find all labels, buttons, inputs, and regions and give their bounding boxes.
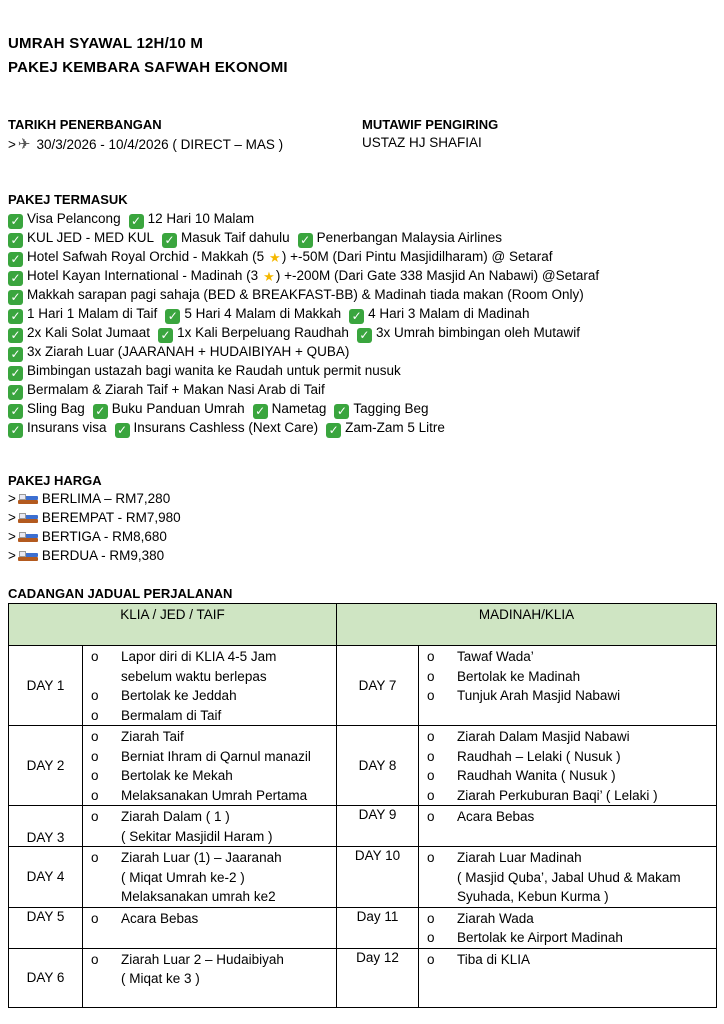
price-text: BERLIMA – RM7,280 xyxy=(41,491,171,506)
package-line xyxy=(8,420,445,438)
activity-item xyxy=(419,766,716,786)
package-text: ) +-200M (Dari Gate 338 Masjid An Nabawi) @Setaraf xyxy=(275,268,600,283)
activity-item xyxy=(83,909,336,929)
package-text: Nametag xyxy=(271,401,327,416)
day-label: DAY 6 xyxy=(9,948,83,1007)
price-prefix: > xyxy=(8,529,16,544)
bed-pillow xyxy=(19,551,26,557)
bed-icon xyxy=(18,550,38,561)
checkmark-icon: ✓ xyxy=(8,233,23,248)
activity-text: Ziarah Dalam Masjid Nabawi xyxy=(457,729,630,744)
activity-item xyxy=(83,807,336,846)
activity-text: Raudhah Wanita ( Nusuk ) xyxy=(457,768,616,783)
package-text: 3x Umrah bimbingan oleh Mutawif xyxy=(375,325,581,340)
activity-item xyxy=(83,766,336,786)
bullet-icon: o xyxy=(91,809,99,824)
activity-cell xyxy=(419,907,717,948)
day-label: DAY 4 xyxy=(9,847,83,908)
bullet-icon: o xyxy=(427,910,435,926)
activity-text: Bertolak ke Jeddah xyxy=(121,688,237,703)
bed-icon xyxy=(18,493,38,504)
schedule-row xyxy=(9,646,717,726)
package-text: Insurans visa xyxy=(27,420,107,435)
activity-item xyxy=(419,807,716,827)
checkmark-icon: ✓ xyxy=(349,309,364,324)
package-line xyxy=(8,401,428,419)
checkmark-icon: ✓ xyxy=(8,271,23,286)
price-prefix: > xyxy=(8,491,16,506)
activity-item xyxy=(83,727,336,747)
schedule-row xyxy=(9,907,717,948)
activity-text: Melaksanakan umrah ke2 xyxy=(121,889,276,904)
star-icon: ★ xyxy=(263,269,275,284)
activity-text: Acara Bebas xyxy=(457,809,535,824)
activity-text: ( Miqat ke 3 ) xyxy=(121,971,200,986)
checkmark-icon: ✓ xyxy=(158,328,173,343)
package-text: 1 Hari 1 Malam di Taif xyxy=(27,306,158,321)
activity-text: Ziarah Taif xyxy=(121,729,184,744)
activity-text: Lapor diri di KLIA 4-5 Jam xyxy=(121,649,277,664)
package-line xyxy=(8,230,502,248)
checkmark-icon: ✓ xyxy=(326,423,341,438)
activity-cell xyxy=(419,948,717,1007)
package-line xyxy=(8,306,529,324)
page-title: UMRAH SYAWAL 12H/10 M xyxy=(8,35,204,52)
checkmark-icon: ✓ xyxy=(129,214,144,229)
activity-text: Melaksanakan Umrah Pertama xyxy=(121,787,308,803)
left-header: KLIA / JED / TAIF xyxy=(9,604,337,646)
checkmark-icon: ✓ xyxy=(298,233,313,248)
day-label: DAY 5 xyxy=(9,907,83,948)
bed-frame xyxy=(18,519,38,523)
package-text: ) +-50M (Dari Pintu Masjidilharam) @ Setaraf xyxy=(281,249,553,264)
activity-cell xyxy=(83,847,337,908)
price-item xyxy=(8,491,170,506)
bed-pillow xyxy=(19,532,26,538)
package-line xyxy=(8,268,599,286)
activity-item xyxy=(83,686,336,706)
checkmark-icon: ✓ xyxy=(8,385,23,400)
bullet-icon: o xyxy=(427,688,435,703)
checkmark-icon: ✓ xyxy=(162,233,177,248)
activity-item xyxy=(419,667,716,687)
page-subtitle: PAKEJ KEMBARA SAFWAH EKONOMI xyxy=(8,59,288,76)
bed-sheet xyxy=(24,553,38,557)
activity-text: Tunjuk Arah Masjid Nabawi xyxy=(457,688,621,703)
bullet-icon: o xyxy=(427,748,435,764)
activity-item xyxy=(419,686,716,706)
activity-cell xyxy=(83,726,337,806)
bullet-icon: o xyxy=(91,787,99,803)
activity-cell xyxy=(419,847,717,908)
activity-cell xyxy=(83,948,337,1007)
checkmark-icon: ✓ xyxy=(8,423,23,438)
bullet-icon: o xyxy=(427,809,435,824)
flight-prefix: > xyxy=(8,137,16,152)
activity-text: Berniat Ihram di Qarnul manazil xyxy=(121,748,311,764)
activity-item xyxy=(419,848,716,907)
activity-text: sebelum waktu berlepas xyxy=(121,668,267,684)
package-text: KUL JED - MED KUL xyxy=(27,230,155,245)
mutawif-label: MUTAWIF PENGIRING xyxy=(362,117,499,132)
checkmark-icon: ✓ xyxy=(8,309,23,324)
activity-text: Ziarah Wada xyxy=(457,910,534,926)
right-header: MADINAH/KLIA xyxy=(337,604,717,646)
bullet-icon: o xyxy=(427,649,435,664)
day-label: DAY 3 xyxy=(9,806,83,847)
checkmark-icon: ✓ xyxy=(357,328,372,343)
activity-text: Raudhah – Lelaki ( Nusuk ) xyxy=(457,748,621,764)
activity-cell xyxy=(83,907,337,948)
activity-text: Ziarah Dalam ( 1 ) xyxy=(121,809,230,824)
package-text: 1x Kali Berpeluang Raudhah xyxy=(177,325,349,340)
package-text: Insurans Cashless (Next Care) xyxy=(133,420,319,435)
day-label: DAY 10 xyxy=(337,847,419,908)
flight-value xyxy=(8,135,283,153)
day-label: Day 12 xyxy=(337,948,419,1007)
package-line xyxy=(8,211,254,229)
checkmark-icon: ✓ xyxy=(253,404,268,419)
price-item xyxy=(8,529,167,544)
bullet-icon: o xyxy=(427,787,435,803)
activity-text: Syuhada, Kebun Kurma ) xyxy=(457,889,609,904)
bed-sheet xyxy=(24,534,38,538)
activity-text: Ziarah Luar (1) – Jaaranah xyxy=(121,850,282,865)
price-text: BERTIGA - RM8,680 xyxy=(41,529,167,544)
bed-icon xyxy=(18,531,38,542)
activity-item xyxy=(419,647,716,667)
bullet-icon: o xyxy=(91,910,99,926)
checkmark-icon: ✓ xyxy=(334,404,349,419)
bed-pillow xyxy=(19,513,26,519)
checkmark-icon: ✓ xyxy=(165,309,180,324)
package-text: Sling Bag xyxy=(27,401,85,416)
flight-dates: 30/3/2026 - 10/4/2026 ( DIRECT – MAS ) xyxy=(36,137,284,152)
activity-item xyxy=(419,909,716,929)
package-text: Bimbingan ustazah bagi wanita ke Raudah untuk permit nusuk xyxy=(27,363,401,378)
activity-text: Bertolak ke Airport Madinah xyxy=(457,930,623,945)
package-text: Tagging Beg xyxy=(353,401,429,416)
day-label: DAY 1 xyxy=(9,646,83,726)
price-item xyxy=(8,510,181,525)
package-text: 3x Ziarah Luar (JAARANAH + HUDAIBIYAH + QUBA) xyxy=(27,344,350,359)
bullet-icon: o xyxy=(427,930,435,945)
mutawif-value: USTAZ HJ SHAFIAI xyxy=(362,135,482,150)
activity-item xyxy=(83,848,336,907)
activity-text: Tawaf Wada’ xyxy=(457,649,534,664)
activity-text: Ziarah Perkuburan Baqi’ ( Lelaki ) xyxy=(457,787,658,803)
package-text: Zam-Zam 5 Litre xyxy=(345,420,445,435)
activity-cell xyxy=(419,646,717,726)
bed-frame xyxy=(18,500,38,504)
bullet-icon: o xyxy=(91,707,99,723)
bed-frame xyxy=(18,538,38,542)
checkmark-icon: ✓ xyxy=(8,404,23,419)
day-label: DAY 9 xyxy=(337,806,419,847)
activity-item xyxy=(419,928,716,948)
bullet-icon: o xyxy=(91,850,99,865)
schedule-label: CADANGAN JADUAL PERJALANAN xyxy=(8,586,233,601)
day-label: DAY 2 xyxy=(9,726,83,806)
package-text: Visa Pelancong xyxy=(27,211,121,226)
activity-item xyxy=(83,950,336,989)
price-prefix: > xyxy=(8,510,16,525)
package-text: 4 Hari 3 Malam di Madinah xyxy=(368,306,530,321)
package-text: 12 Hari 10 Malam xyxy=(147,211,255,226)
package-text: Penerbangan Malaysia Airlines xyxy=(316,230,502,245)
price-text: BEREMPAT - RM7,980 xyxy=(41,510,181,525)
activity-cell xyxy=(83,646,337,726)
bullet-icon: o xyxy=(427,951,435,967)
package-line xyxy=(8,382,325,400)
checkmark-icon: ✓ xyxy=(8,328,23,343)
activity-cell xyxy=(419,806,717,847)
bed-sheet xyxy=(24,515,38,519)
schedule-row xyxy=(9,948,717,1007)
day-label: DAY 7 xyxy=(337,646,419,726)
airplane-icon: ✈ xyxy=(17,136,31,153)
bullet-icon: o xyxy=(427,668,435,684)
schedule-table xyxy=(8,603,717,1008)
activity-item xyxy=(419,747,716,767)
package-label: PAKEJ TERMASUK xyxy=(8,192,128,207)
checkmark-icon: ✓ xyxy=(115,423,130,438)
bed-icon xyxy=(18,512,38,523)
bullet-icon: o xyxy=(91,649,99,664)
activity-item xyxy=(419,950,716,970)
checkmark-icon: ✓ xyxy=(8,366,23,381)
activity-text: Bermalam di Taif xyxy=(121,707,222,723)
activity-text: ( Miqat Umrah ke-2 ) xyxy=(121,869,245,885)
package-line xyxy=(8,325,580,343)
bed-pillow xyxy=(19,494,26,500)
checkmark-icon: ✓ xyxy=(8,347,23,362)
package-text: 5 Hari 4 Malam di Makkah xyxy=(184,306,342,321)
activity-text: Acara Bebas xyxy=(121,910,199,926)
bullet-icon: o xyxy=(427,729,435,744)
day-label: DAY 8 xyxy=(337,726,419,806)
activity-text: Bertolak ke Mekah xyxy=(121,768,233,783)
package-text: 2x Kali Solat Jumaat xyxy=(27,325,151,340)
checkmark-icon: ✓ xyxy=(8,290,23,305)
activity-text: Tiba di KLIA xyxy=(457,951,531,967)
activity-item xyxy=(83,747,336,767)
bullet-icon: o xyxy=(91,729,99,744)
activity-text: ( Sekitar Masjidil Haram ) xyxy=(121,828,273,844)
package-text: Hotel Safwah Royal Orchid - Makkah (5 xyxy=(27,249,268,264)
activity-item xyxy=(83,786,336,806)
price-item xyxy=(8,548,164,563)
flight-label: TARIKH PENERBANGAN xyxy=(8,117,162,132)
bullet-icon: o xyxy=(91,951,99,967)
package-line xyxy=(8,363,401,381)
schedule-row xyxy=(9,847,717,908)
checkmark-icon: ✓ xyxy=(8,214,23,229)
activity-cell xyxy=(83,806,337,847)
activity-text: Ziarah Luar 2 – Hudaibiyah xyxy=(121,951,284,967)
price-label: PAKEJ HARGA xyxy=(8,473,102,488)
price-text: BERDUA - RM9,380 xyxy=(41,548,165,563)
bed-sheet xyxy=(24,496,38,500)
schedule-row xyxy=(9,806,717,847)
package-text: Hotel Kayan International - Madinah (3 xyxy=(27,268,262,283)
activity-item xyxy=(83,647,336,686)
activity-item xyxy=(419,727,716,747)
checkmark-icon: ✓ xyxy=(8,252,23,267)
package-line xyxy=(8,249,553,267)
bullet-icon: o xyxy=(427,768,435,783)
activity-cell xyxy=(419,726,717,806)
schedule-row xyxy=(9,726,717,806)
activity-item xyxy=(83,706,336,726)
activity-text: Ziarah Luar Madinah xyxy=(457,850,582,865)
bullet-icon: o xyxy=(427,850,435,865)
bullet-icon: o xyxy=(91,748,99,764)
package-text: Makkah sarapan pagi sahaja (BED & BREAKFAST-BB) & Madinah tiada makan (Room Only) xyxy=(27,287,584,302)
activity-item xyxy=(419,786,716,806)
activity-text: Bertolak ke Madinah xyxy=(457,668,581,684)
star-icon: ★ xyxy=(269,250,281,265)
checkmark-icon: ✓ xyxy=(93,404,108,419)
bed-frame xyxy=(18,557,38,561)
price-prefix: > xyxy=(8,548,16,563)
package-text: Masuk Taif dahulu xyxy=(181,230,290,245)
package-line xyxy=(8,287,584,305)
schedule-header-row xyxy=(9,604,717,646)
package-text: Bermalam & Ziarah Taif + Makan Nasi Arab di Taif xyxy=(27,382,325,397)
activity-text: ( Masjid Quba’, Jabal Uhud & Makam xyxy=(457,869,681,885)
package-text: Buku Panduan Umrah xyxy=(111,401,245,416)
bullet-icon: o xyxy=(91,688,99,703)
day-label: Day 11 xyxy=(337,907,419,948)
bullet-icon: o xyxy=(91,768,99,783)
package-line xyxy=(8,344,349,362)
